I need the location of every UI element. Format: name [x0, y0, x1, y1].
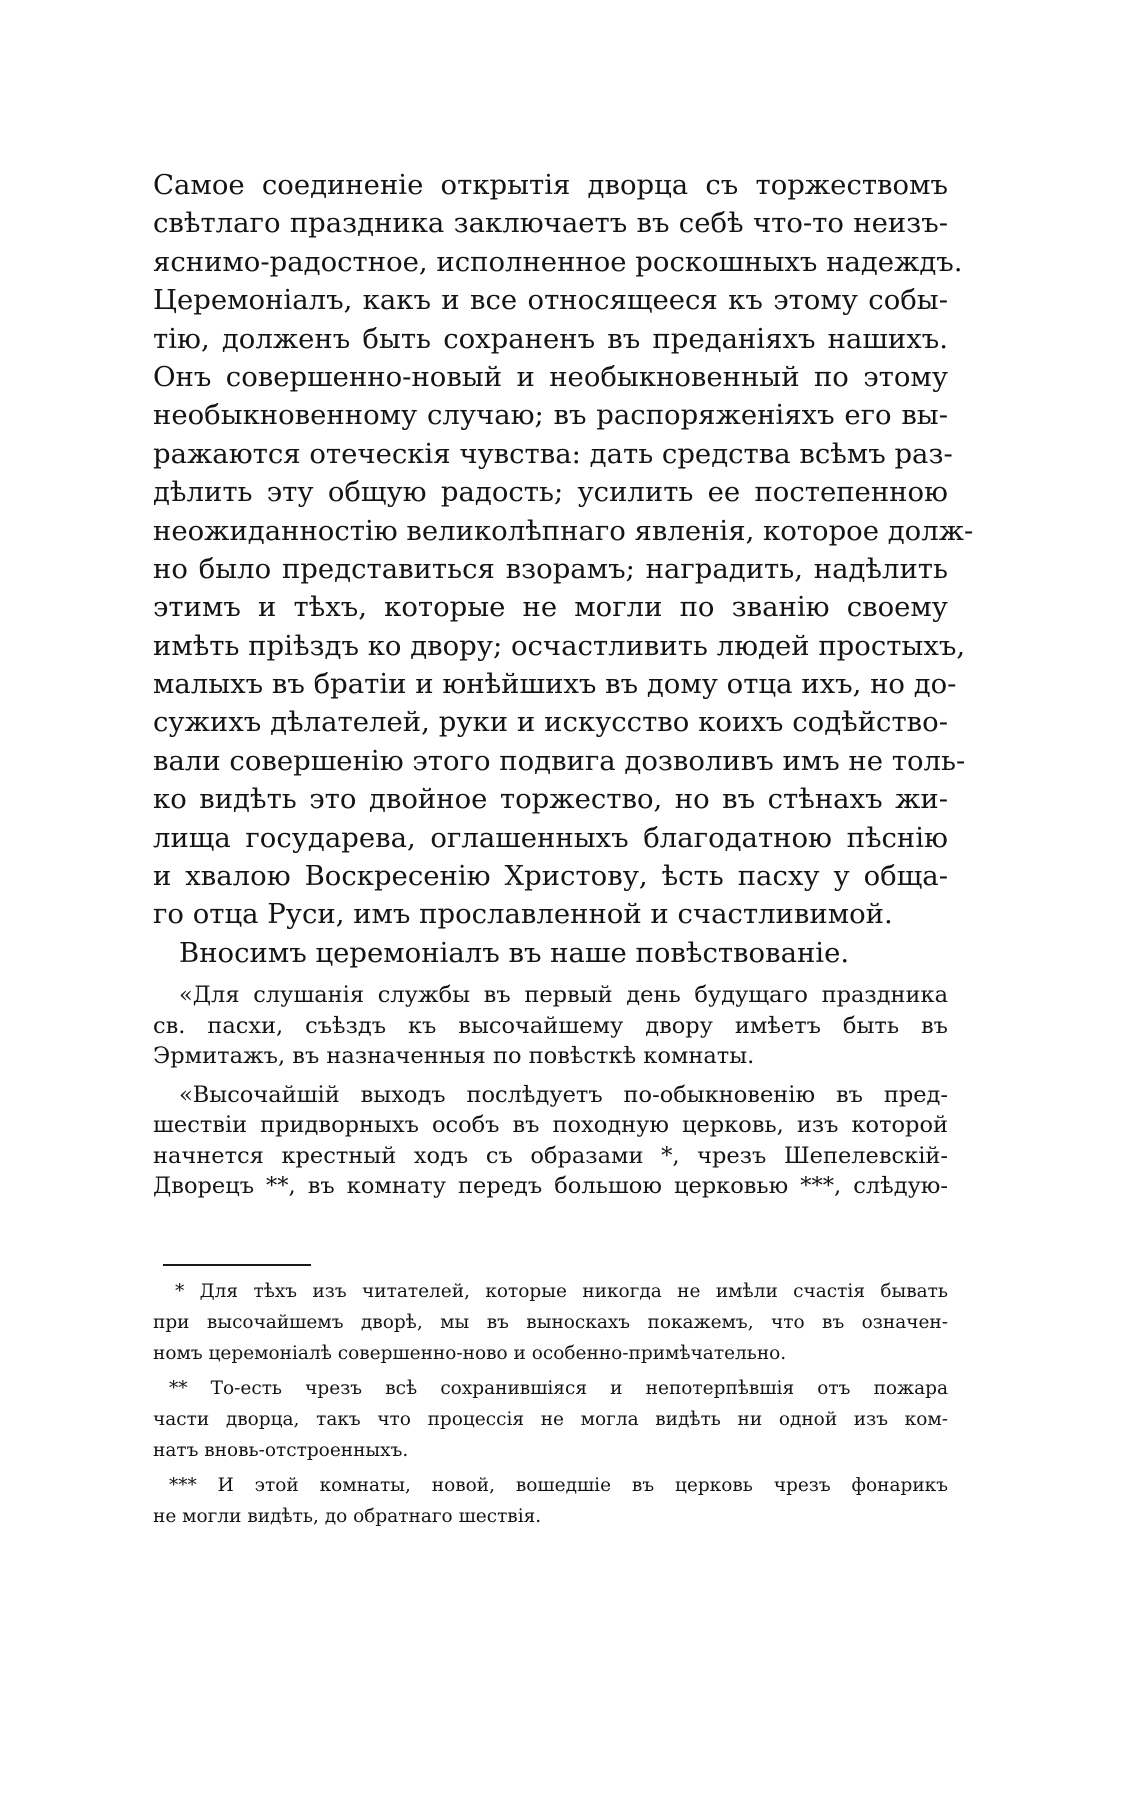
- quote-paragraph-2: [153, 1080, 948, 1202]
- text-line: Онъ совершенно-новый и необыкновенный по этому: [153, 360, 948, 393]
- text-line: свѣтлаго праздника заключаетъ въ себѣ что-то неизъ-: [153, 207, 948, 240]
- text-line: Церемонiалъ, какъ и все относящееся къ этому собы-: [153, 284, 948, 317]
- footnote-3: [153, 1470, 948, 1532]
- text-line: этимъ и тѣхъ, которые не могли по званiю своему: [153, 591, 948, 624]
- text-line: не могли видѣть, до обратнаго шествiя.: [153, 1506, 542, 1527]
- footnote-1: [153, 1276, 948, 1369]
- text-line: дѣлить эту общую радость; усилить ее постепенною: [153, 476, 948, 509]
- text-line: сужихъ дѣлателей, руки и искусство коихъ содѣйство-: [153, 706, 948, 739]
- text-line: ко видѣть это двойное торжество, но въ стѣнахъ жи-: [153, 783, 948, 816]
- text-line: ражаются отеческiя чувства: дать средства всѣмъ раз-: [153, 437, 953, 470]
- text-line: начнется крестный ходъ съ образами *, чрезъ Шепелевскiй-: [153, 1142, 948, 1169]
- text-line: и хвалою Воскресенiю Христову, ѣсть пасху у обща-: [153, 860, 948, 893]
- text-line: части дворца, такъ что процессiя не могла видѣть ни одной изъ ком-: [153, 1409, 948, 1430]
- quote-paragraph-1: [153, 980, 948, 1072]
- text-line: Вносимъ церемонiалъ въ наше повѣствованiе.: [179, 936, 850, 969]
- text-line: лища государева, оглашенныхъ благодатною пѣснiю: [153, 821, 948, 854]
- text-line: натъ вновь-отстроенныхъ.: [153, 1440, 409, 1461]
- text-line: «Для слушанiя службы въ первый день будущаго праздника: [179, 982, 948, 1009]
- footnote-rule: [163, 1264, 311, 1266]
- text-line: но было представиться взорамъ; наградить, надѣлить: [153, 552, 948, 585]
- text-line: Эрмитажъ, въ назначенныя по повѣсткѣ комнаты.: [153, 1043, 755, 1070]
- text-line: неожиданностiю великолѣпнаго явленiя, которое долж-: [153, 514, 974, 547]
- text-line: «Высочайшiй выходъ послѣдуетъ по-обыкновенiю въ пред-: [179, 1081, 948, 1108]
- text-line: необыкновенному случаю; въ распоряженiяхъ его вы-: [153, 399, 948, 432]
- paragraph-2: [153, 934, 948, 972]
- paragraph-1: [153, 166, 974, 934]
- text-line: яснимо-радостное, исполненное роскошныхъ надеждъ.: [153, 245, 963, 278]
- text-line: го отца Руси, имъ прославленной и счастливимой.: [153, 898, 893, 931]
- text-line: *** И этой комнаты, новой, вошедшiе въ церковь чрезъ фонарикъ: [169, 1475, 948, 1496]
- text-line: Дворецъ **, въ комнату передъ большою церковью ***, слѣдую-: [153, 1173, 948, 1200]
- text-line: номъ церемонiалѣ совершенно-ново и особенно-примѣчательно.: [153, 1343, 787, 1364]
- text-line: Самое соединенiе открытiя дворца съ торжествомъ: [153, 169, 948, 201]
- text-line: шествiи придворныхъ особъ въ походную церковь, изъ которой: [153, 1112, 948, 1139]
- text-line: вали совершенiю этого подвига дозволивъ имъ не толь-: [153, 744, 966, 777]
- text-line: ** То-есть чрезъ всѣ сохранившiяся и непотерпѣвшiя отъ пожара: [169, 1378, 948, 1399]
- text-line: при высочайшемъ дворѣ, мы въ выноскахъ покажемъ, что въ означен-: [153, 1312, 948, 1333]
- text-line: малыхъ въ братiи и юнѣйшихъ въ дому отца ихъ, но до-: [153, 668, 957, 701]
- footnotes: [153, 1276, 948, 1532]
- text-line: тiю, долженъ быть сохраненъ въ преданiяхъ нашихъ.: [153, 322, 948, 355]
- text-line: имѣть прiѣздъ ко двору; осчастливить людей простыхъ,: [153, 629, 966, 662]
- text-line: св. пасхи, съѣздъ къ высочайшему двору имѣетъ быть въ: [153, 1012, 948, 1039]
- footnote-2: [153, 1373, 948, 1466]
- text-line: * Для тѣхъ изъ читателей, которые никогда не имѣли счастiя бывать: [175, 1281, 948, 1302]
- main-text: [153, 166, 974, 1202]
